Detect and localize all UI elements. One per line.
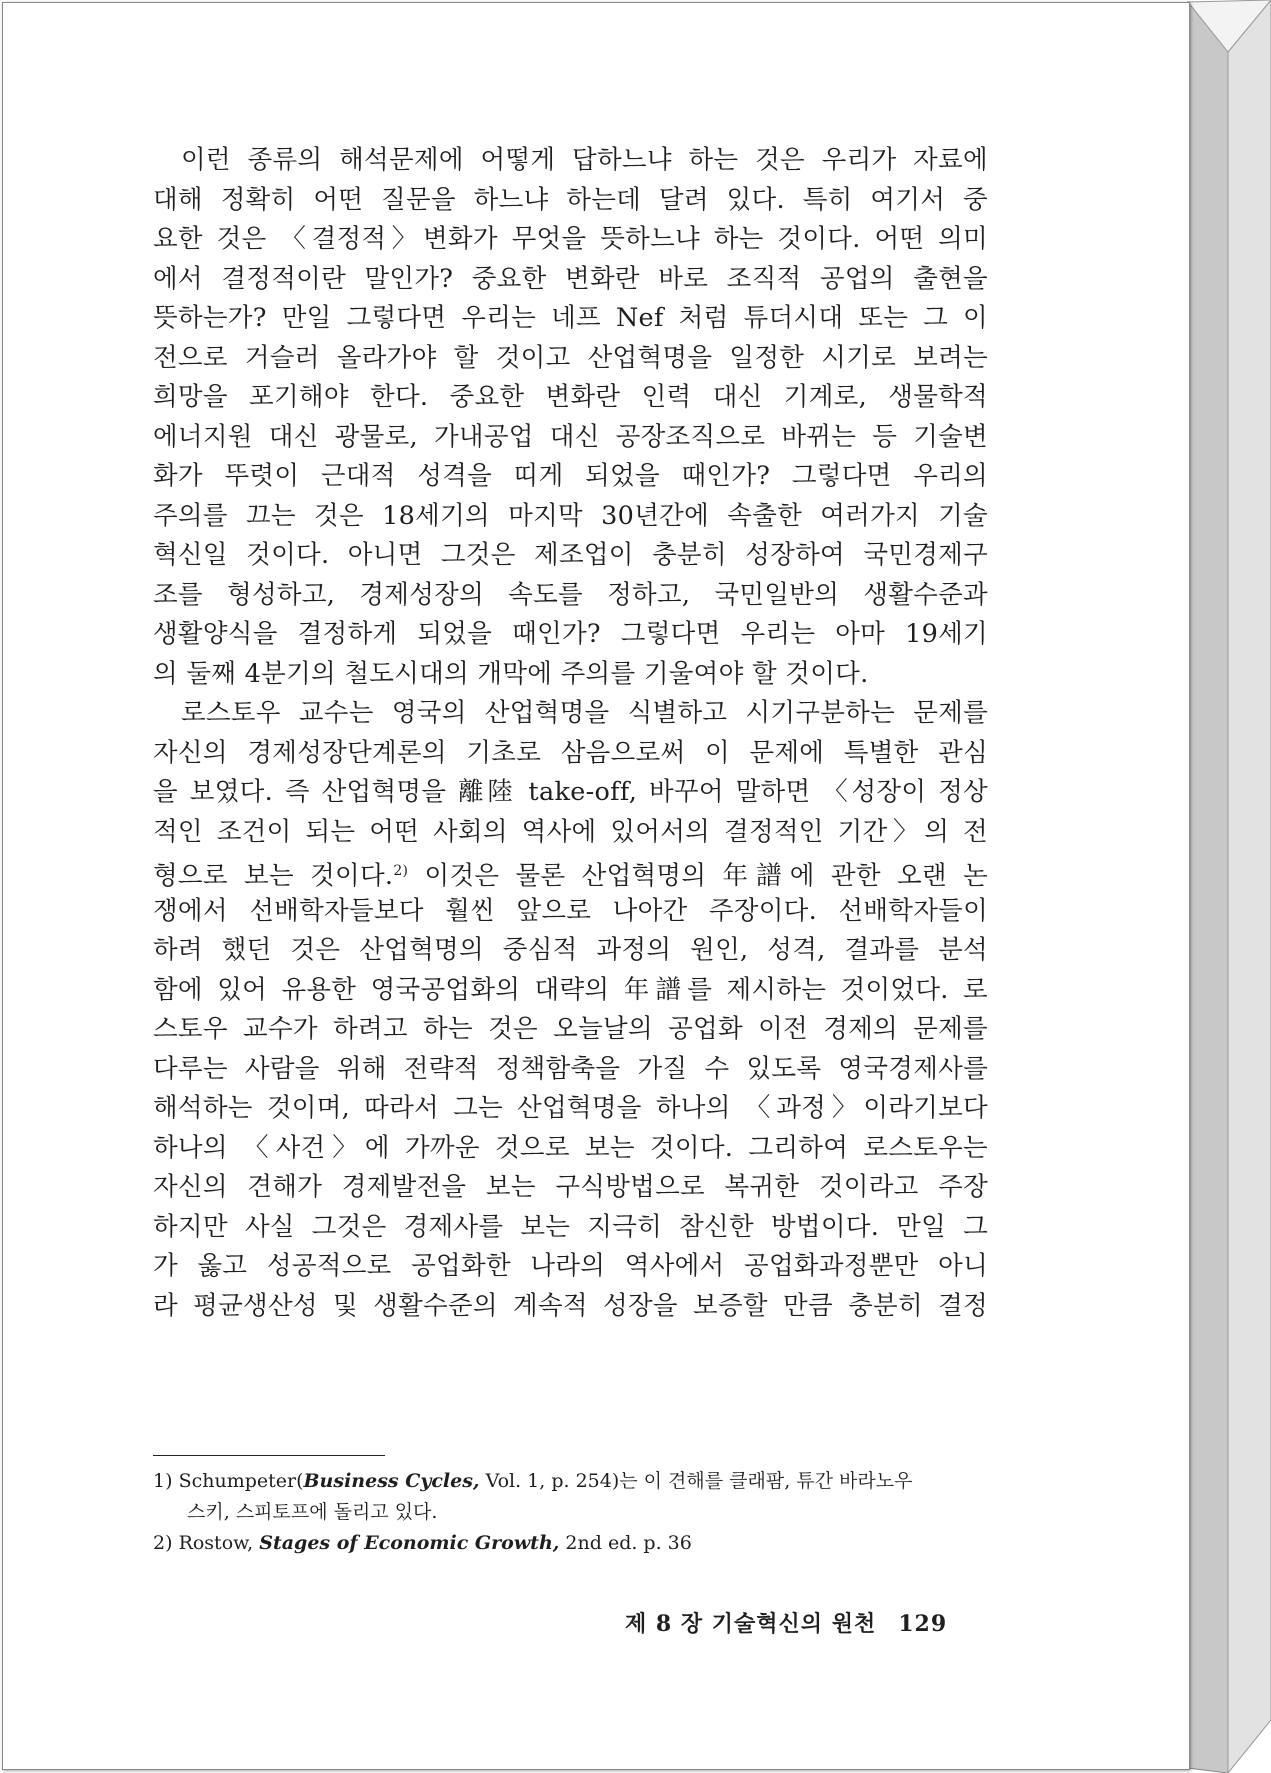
text-line: 다루는 사람을 위해 전략적 정책함축을 가질 수 있도록 영국경제사를	[153, 1053, 988, 1084]
text-line: 생활양식을 결정하게 되었을 때인가? 그렇다면 우리는 아마 19세기	[153, 619, 988, 649]
footnote-1-continuation: 스키, 스피토프에 돌리고 있다.	[187, 1501, 438, 1523]
text-line: 에너지원 대신 광물로, 가내공업 대신 공장조직으로 바뀌는 등 기술변	[153, 421, 988, 452]
text-line: 라 평균생산성 및 생활수준의 계속적 성장을 보증할 만큼 충분히 결정	[153, 1290, 988, 1321]
footnote-text: Rostow,	[178, 1532, 254, 1554]
text-line: 주의를 끄는 것은 18세기의 마지막 30년간에 속출한 여러가지 기술	[153, 500, 988, 531]
text-line: 자신의 경제성장단계론의 기초로 삼음으로써 이 문제에 특별한 관심	[153, 737, 988, 768]
footnote-reference: 2)	[393, 863, 409, 879]
footnote-marker: 2)	[153, 1532, 173, 1554]
page-number: 129	[898, 1611, 948, 1637]
text-line-with-footnote-ref	[153, 852, 988, 892]
text-line: 하나의 〈사건〉에 가까운 것으로 보는 것이다. 그리하여 로스토우는	[153, 1132, 988, 1163]
text-line: 의 둘째 4분기의 철도시대의 개막에 주의를 기울여야 할 것이다.	[153, 658, 869, 689]
text-line: 뜻하는가? 만일 그렇다면 우리는 네프 Nef 처럼 튜더시대 또는 그 이	[153, 303, 988, 333]
chapter-title: 제 8 장 기술혁신의 원천	[625, 1611, 877, 1637]
text-line: 해석하는 것이며, 따라서 그는 산업혁명을 하나의 〈과정〉이라기보다	[153, 1093, 988, 1123]
footnote-text: 2nd ed. p. 36	[565, 1532, 692, 1554]
footnote-book-title: Stages of Economic Growth,	[259, 1532, 560, 1554]
text-line: 이런 종류의 해석문제에 어떻게 답하느냐 하는 것은 우리가 자료에	[181, 145, 988, 175]
footnote-book-title: Business Cycles,	[303, 1470, 480, 1492]
footnote-rule	[153, 1455, 385, 1456]
text-line: 요한 것은 〈결정적〉변화가 무엇을 뜻하느냐 하는 것이다. 어떤 의미	[153, 224, 988, 254]
text-segment: 형으로 보는 것이다.	[153, 861, 394, 891]
text-line: 함에 있어 유용한 영국공업화의 대략의 年譜를 제시하는 것이었다. 로	[153, 974, 988, 1005]
text-line: 적인 조건이 되는 어떤 사회의 역사에 있어서의 결정적인 기간〉의 전	[153, 816, 988, 847]
text-segment: 이것은 물론 산업혁명의 年譜에 관한 오랜 논	[424, 861, 989, 891]
text-line: 하지만 사실 그것은 경제사를 보는 지극히 참신한 방법이다. 만일 그	[153, 1211, 988, 1242]
text-line: 쟁에서 선배학자들보다 훨씬 앞으로 나아간 주장이다. 선배학자들이	[153, 895, 988, 926]
text-line: 로스토우 교수는 영국의 산업혁명을 식별하고 시기구분하는 문제를	[181, 698, 988, 728]
text-line: 전으로 거슬러 올라가야 할 것이고 산업혁명을 일정한 시기로 보려는	[153, 342, 988, 373]
text-line: 하려 했던 것은 산업혁명의 중심적 과정의 원인, 성격, 결과를 분석	[153, 935, 988, 965]
running-footer	[625, 1607, 947, 1638]
text-line: 스토우 교수가 하려고 하는 것은 오늘날의 공업화 이전 경제의 문제를	[153, 1014, 988, 1044]
text-line: 을 보였다. 즉 산업혁명을 離陸 take-off, 바꾸어 말하면 〈성장이 정상	[153, 777, 988, 807]
text-line: 혁신일 것이다. 아니면 그것은 제조업이 충분히 성장하여 국민경제구	[153, 540, 988, 570]
footnote-text: Schumpeter(	[178, 1470, 304, 1492]
body-text	[153, 141, 988, 1326]
text-line: 조를 형성하고, 경제성장의 속도를 정하고, 국민일반의 생활수준과	[153, 579, 988, 610]
footnotes	[153, 1466, 998, 1559]
text-line: 가 옳고 성공적으로 공업화한 나라의 역사에서 공업화과정뿐만 아니	[153, 1251, 988, 1281]
text-line: 에서 결정적이란 말인가? 중요한 변화란 바로 조직적 공업의 출현을	[153, 263, 988, 294]
footnote-text: Vol. 1, p. 254)는 이 견해를 클래팜, 튜간 바라노우	[485, 1470, 913, 1492]
text-line: 대해 정확히 어떤 질문을 하느냐 하는데 달려 있다. 특히 여기서 중	[153, 184, 988, 215]
text-line: 희망을 포기해야 한다. 중요한 변화란 인력 대신 기계로, 생물학적	[153, 382, 988, 412]
footnote-2	[153, 1528, 998, 1559]
text-line: 화가 뚜렷이 근대적 성격을 띠게 되었을 때인가? 그렇다면 우리의	[153, 461, 988, 491]
text-line: 자신의 견해가 경제발전을 보는 구식방법으로 복귀한 것이라고 주장	[153, 1172, 988, 1202]
footnote-1	[153, 1466, 998, 1497]
footnote-marker: 1)	[153, 1470, 173, 1492]
